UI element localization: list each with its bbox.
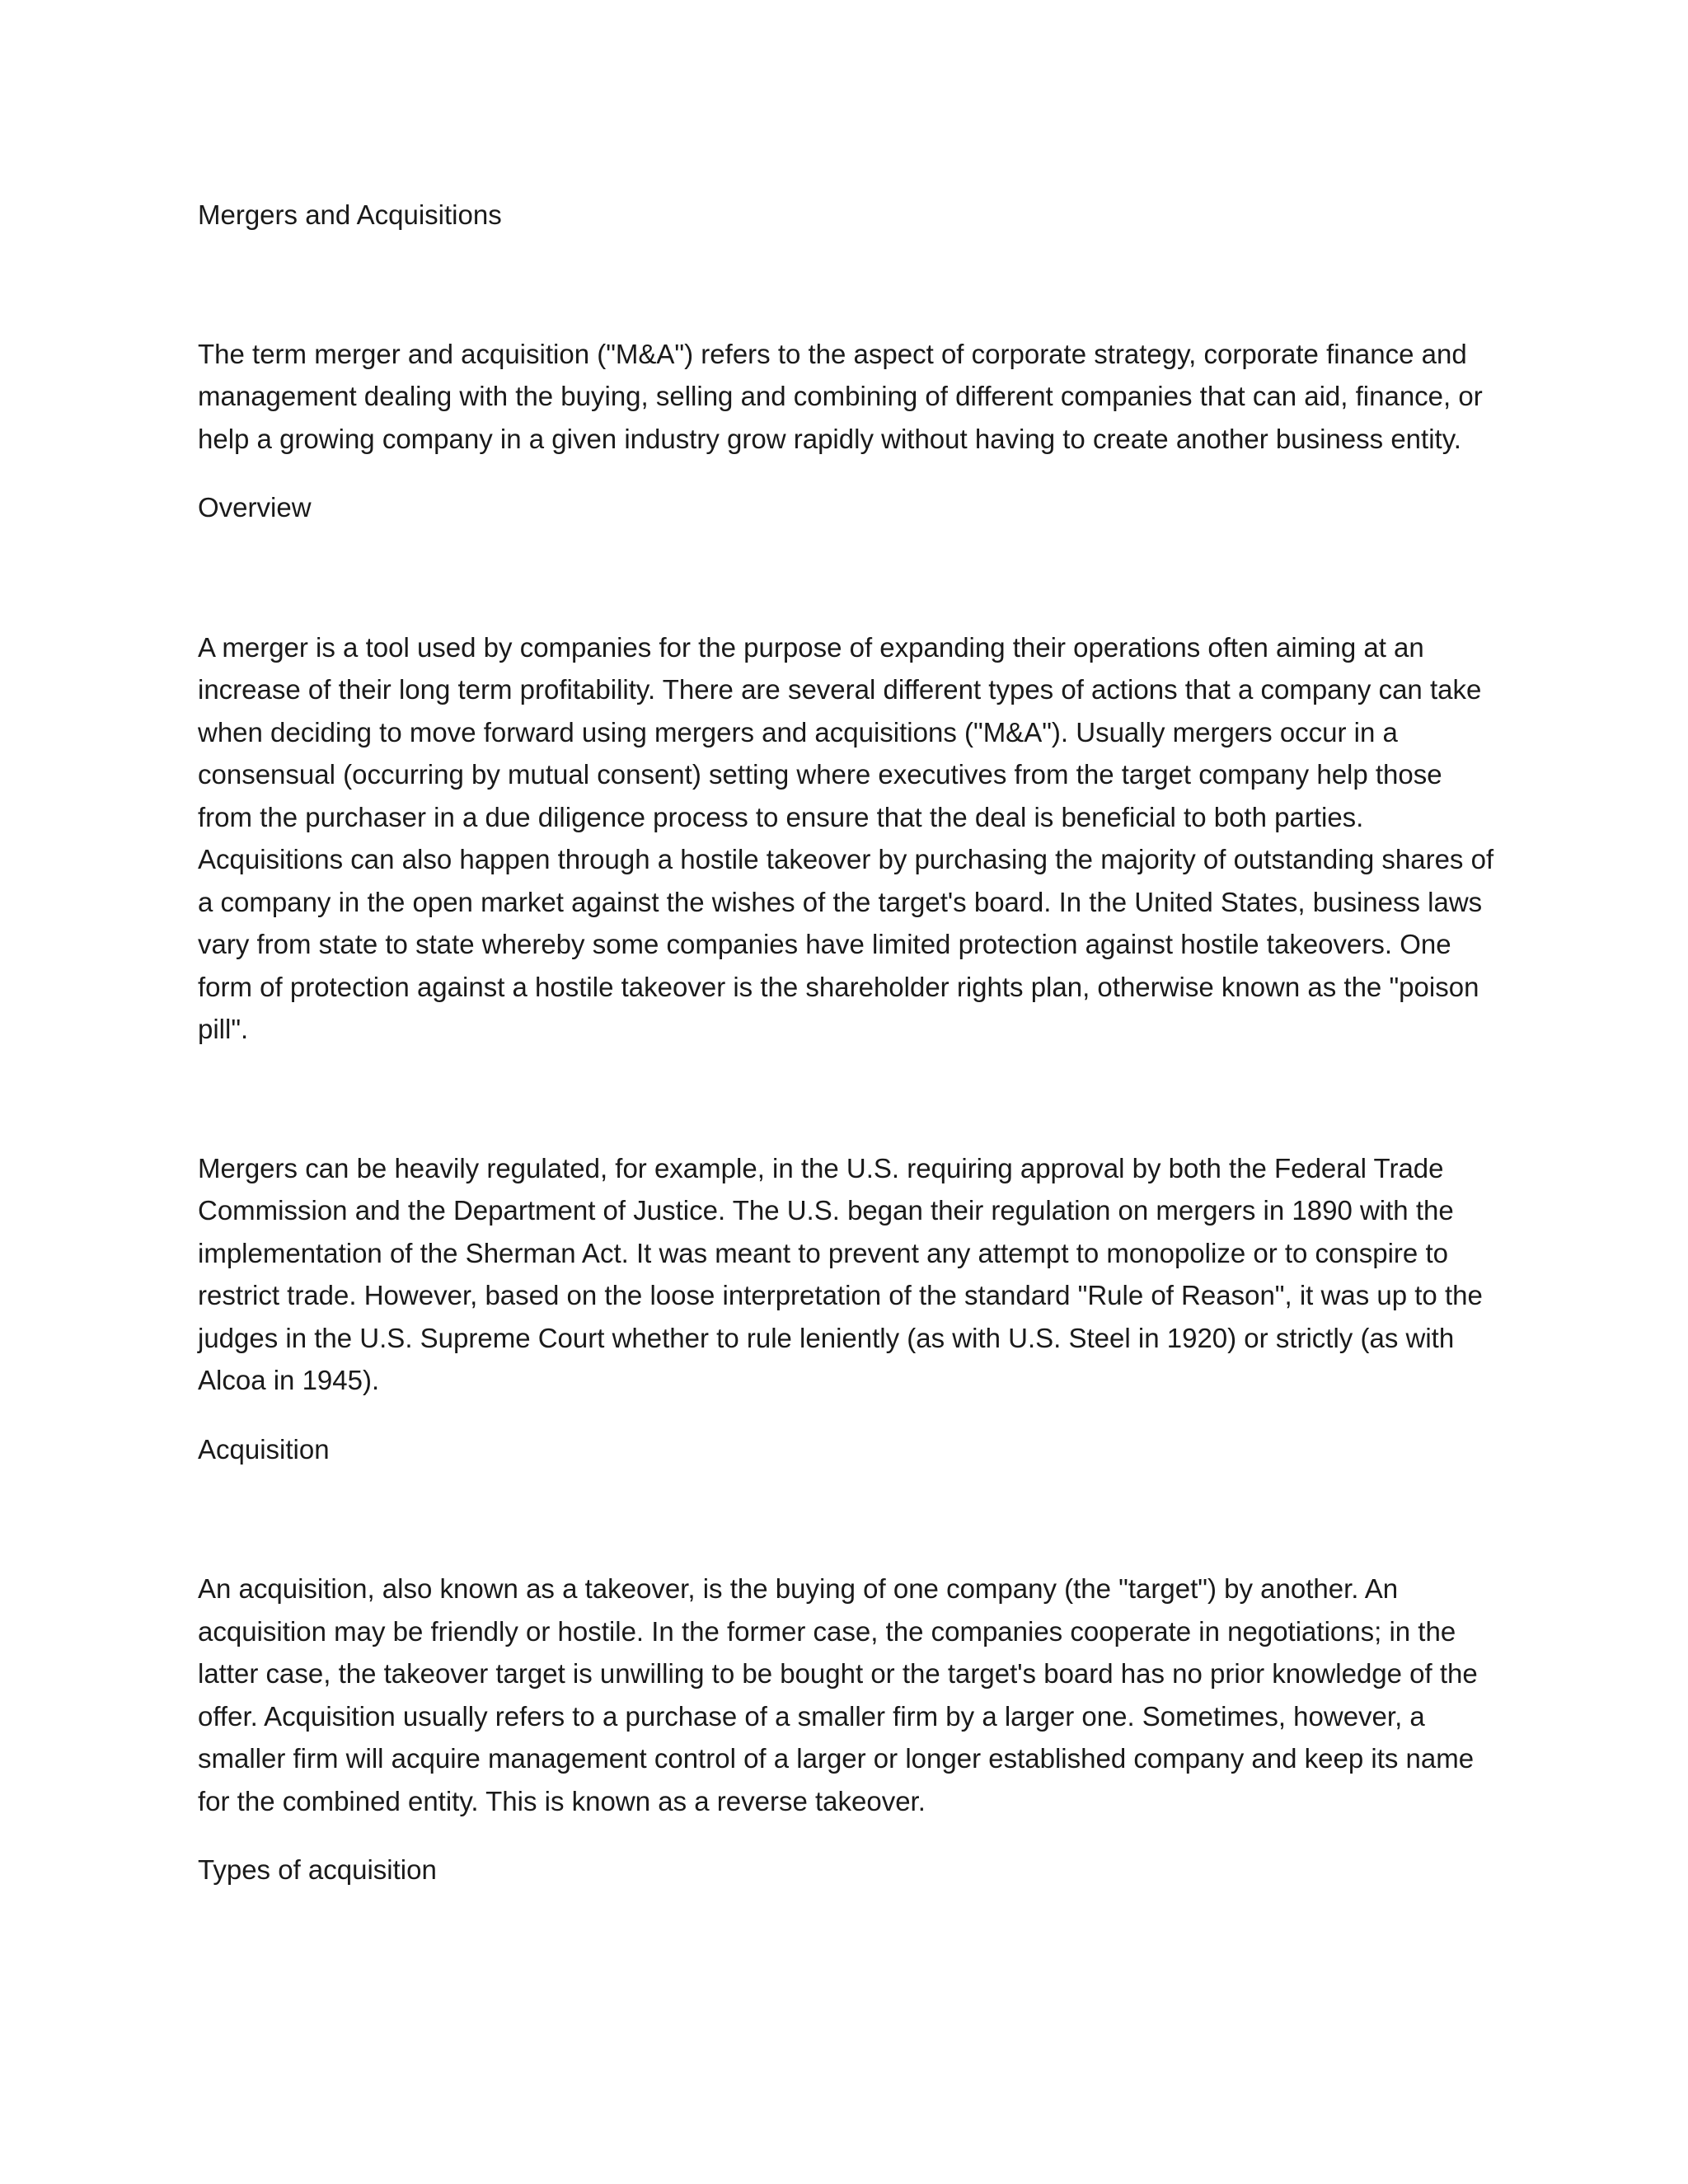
acquisition-heading: Acquisition [198,1433,330,1465]
overview-heading: Overview [198,492,312,523]
types-of-acquisition-heading: Types of acquisition [198,1854,437,1885]
document-body [198,194,1500,1891]
overview-paragraph-1: A merger is a tool used by companies for the purpose of expanding their operations often aiming at an increase of their long term profitability. There are several different types of actions that a company can take when deciding to move forward using mergers and acquisitions ("M&A"). Usually mergers occur in a consensual (occurring by mutual consent) setting where executives from the target company help those from the purchaser in a due diligence process to ensure that the deal is beneficial to both parties. Acquisitions can also happen through a hostile takeover by purchasing the majority of outstanding shares of a company in the open market against the wishes of the target's board. In the United States, business laws vary from state to state whereby some companies have limited protection against hostile takeovers. One form of protection against a hostile takeover is the shareholder rights plan, otherwise known as the "poison pill". [198,631,1494,1044]
intro-paragraph: The term merger and acquisition ("M&A") refers to the aspect of corporate strategy, corporate finance and management dealing with the buying, selling and combining of different companies that can aid, finance, or help a growing company in a given industry grow rapidly without having to create another business entity. [198,338,1483,454]
acquisition-paragraph-1: An acquisition, also known as a takeover, is the buying of one company (the "target") by another. An acquisition may be friendly or hostile. In the former case, the companies cooperate in negotiations; in the latter case, the takeover target is unwilling to be bought or the target's board has no prior knowledge of the offer. Acquisition usually refers to a purchase of a smaller firm by a larger one. Sometimes, however, a smaller firm will acquire management control of a larger or longer established company and keep its name for the combined entity. This is known as a reverse takeover. [198,1573,1478,1816]
overview-paragraph-2: Mergers can be heavily regulated, for example, in the U.S. requiring approval by both the Federal Trade Commission and the Department of Justice. The U.S. began their regulation on mergers in 1890 with the implementation of the Sherman Act. It was meant to prevent any attempt to monopolize or to conspire to restrict trade. However, based on the loose interpretation of the standard "Rule of Reason", it was up to the judges in the U.S. Supreme Court whether to rule leniently (as with U.S. Steel in 1920) or strictly (as with Alcoa in 1945). [198,1152,1483,1395]
document-title: Mergers and Acquisitions [198,199,502,230]
